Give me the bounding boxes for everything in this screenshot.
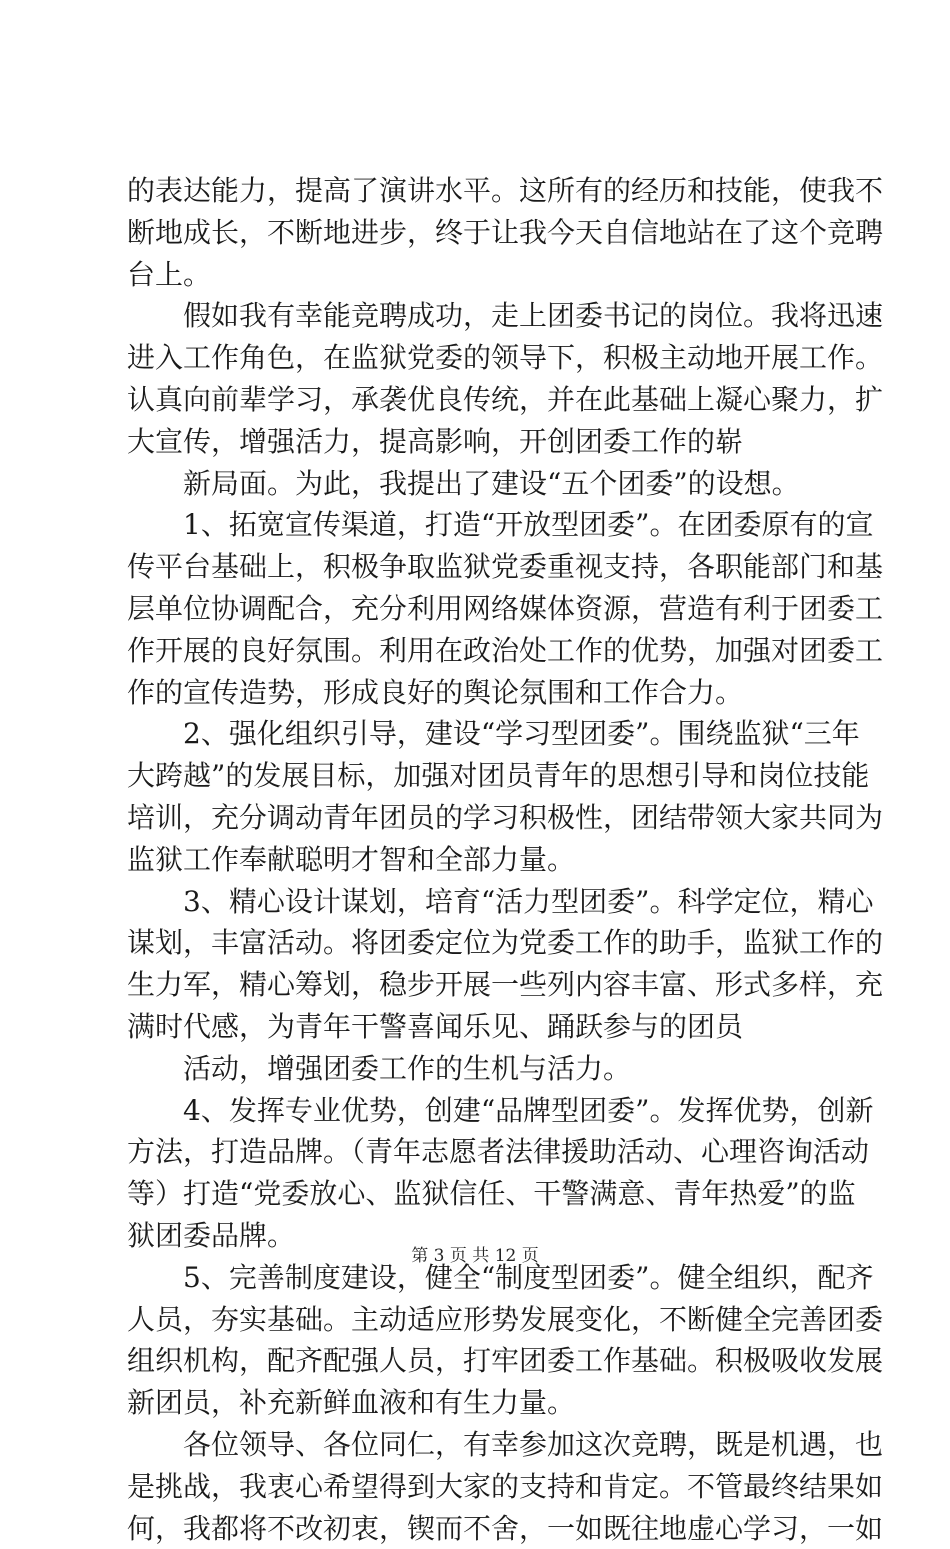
text-line: 何，我都将不改初衷，锲而不舍，一如既往地虚心学习，一如 xyxy=(127,1508,837,1549)
text-line: 台上。 xyxy=(127,254,837,296)
text-line: 假如我有幸能竞聘成功，走上团委书记的岗位。我将迅速 xyxy=(127,295,837,337)
text-line: 狱团委品牌。 xyxy=(127,1215,837,1257)
text-line: 大跨越”的发展目标，加强对团员青年的思想引导和岗位技能 xyxy=(127,755,837,797)
text-line: 作的宣传造势，形成良好的舆论氛围和工作合力。 xyxy=(127,672,837,714)
text-line: 新团员，补充新鲜血液和有生力量。 xyxy=(127,1382,837,1424)
text-line: 活动，增强团委工作的生机与活力。 xyxy=(127,1048,837,1090)
text-line: 2、强化组织引导，建设“学习型团委”。围绕监狱“三年 xyxy=(127,713,837,755)
text-line: 是挑战，我衷心希望得到大家的支持和肯定。不管最终结果如 xyxy=(127,1466,837,1508)
text-line: 新局面。为此，我提出了建设“五个团委”的设想。 xyxy=(127,463,837,505)
text-line: 人员，夯实基础。主动适应形势发展变化，不断健全完善团委 xyxy=(127,1299,837,1341)
text-line: 的表达能力，提高了演讲水平。这所有的经历和技能，使我不 xyxy=(127,170,837,212)
page-number-footer: 第 3 页 共 12 页 xyxy=(0,1241,950,1266)
text-line: 1、拓宽宣传渠道，打造“开放型团委”。在团委原有的宣 xyxy=(127,504,837,546)
text-line: 组织机构，配齐配强人员，打牢团委工作基础。积极吸收发展 xyxy=(127,1340,837,1382)
text-line: 满时代感，为青年干警喜闻乐见、踊跃参与的团员 xyxy=(127,1006,837,1048)
text-line: 作开展的良好氛围。利用在政治处工作的优势，加强对团委工 xyxy=(127,630,837,672)
text-line: 3、精心设计谋划，培育“活力型团委”。科学定位，精心 xyxy=(127,881,837,923)
text-line: 方法，打造品牌。（青年志愿者法律援助活动、心理咨询活动 xyxy=(127,1131,837,1173)
text-line: 传平台基础上，积极争取监狱党委重视支持，各职能部门和基 xyxy=(127,546,837,588)
body-text xyxy=(127,170,837,1549)
text-line: 培训，充分调动青年团员的学习积极性，团结带领大家共同为 xyxy=(127,797,837,839)
text-line: 监狱工作奉献聪明才智和全部力量。 xyxy=(127,839,837,881)
text-line: 谋划，丰富活动。将团委定位为党委工作的助手，监狱工作的 xyxy=(127,922,837,964)
text-line: 层单位协调配合，充分利用网络媒体资源，营造有利于团委工 xyxy=(127,588,837,630)
text-line: 进入工作角色，在监狱党委的领导下，积极主动地开展工作。 xyxy=(127,337,837,379)
text-line: 4、发挥专业优势，创建“品牌型团委”。发挥优势，创新 xyxy=(127,1090,837,1132)
text-line: 认真向前辈学习，承袭优良传统，并在此基础上凝心聚力，扩 xyxy=(127,379,837,421)
text-line: 大宣传，增强活力，提高影响，开创团委工作的崭 xyxy=(127,421,837,463)
text-line: 等）打造“党委放心、监狱信任、干警满意、青年热爱”的监 xyxy=(127,1173,837,1215)
text-line: 5、完善制度建设，健全“制度型团委”。健全组织，配齐 xyxy=(127,1257,837,1299)
text-line: 断地成长，不断地进步，终于让我今天自信地站在了这个竞聘 xyxy=(127,212,837,254)
text-line: 各位领导、各位同仁，有幸参加这次竞聘，既是机遇，也 xyxy=(127,1424,837,1466)
text-line: 生力军，精心筹划，稳步开展一些列内容丰富、形式多样，充 xyxy=(127,964,837,1006)
